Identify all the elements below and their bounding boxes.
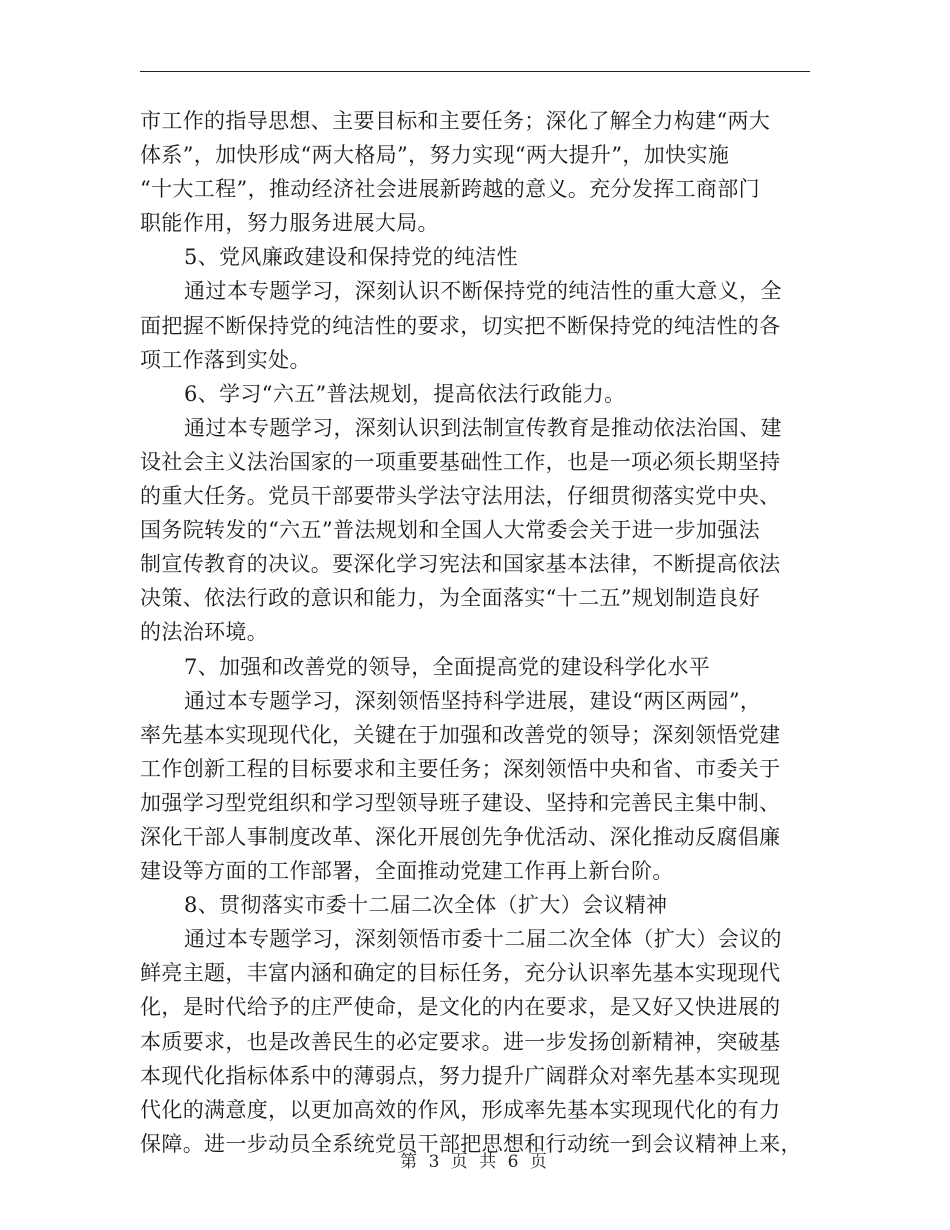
paragraph-first-line: 通过本专题学习，深刻领悟坚持科学进展，建设“两区两园”，: [184, 688, 762, 713]
text-line: 鲜亮主题，丰富内涵和确定的目标任务，充分认识率先基本实现现代: [140, 961, 781, 986]
page-number-footer: 第 3 页 共 6 页: [400, 1152, 550, 1172]
text-line: 的法治环境。: [140, 620, 269, 645]
text-line: 项工作落到实处。: [140, 347, 311, 372]
text-line: 加强学习型党组织和学习型领导班子建设、坚持和完善民主集中制、: [140, 790, 781, 815]
text-line: 的重大任务。党员干部要带头学法守法用法，仔细贯彻落实党中央、: [140, 484, 781, 509]
text-line: 本质要求，也是改善民生的必定要求。进一步发扬创新精神，突破基: [140, 1029, 781, 1054]
text-line: 建设等方面的工作部署，全面推动党建工作再上新台阶。: [140, 859, 674, 884]
text-line: 深化干部人事制度改革、深化开展创先争优活动、深化推动反腐倡廉: [140, 824, 781, 849]
text-line: 职能作用，努力服务进展大局。: [140, 211, 439, 236]
text-line: 率先基本实现现代化，关键在于加强和改善党的领导；深刻领悟党建: [140, 722, 781, 747]
paragraph-first-line: 7、加强和改善党的领导，全面提高党的建设科学化水平: [184, 654, 711, 679]
paragraph-first-line: 5、党风廉政建设和保持党的纯洁性: [184, 245, 518, 270]
text-line: 设社会主义法治国家的一项重要基础性工作，也是一项必须长期坚持: [140, 449, 781, 474]
paragraph-first-line: 6、学习“六五”普法规划，提高依法行政能力。: [184, 381, 626, 406]
text-line: 体系”，加快形成“两大格局”，努力实现“两大提升”，加快实施: [140, 143, 730, 168]
text-line: 代化的满意度，以更加高效的作风，形成率先基本实现现代化的有力: [140, 1097, 781, 1122]
text-line: 保障。进一步动员全系统党员干部把思想和行动统一到会议精神上来，: [140, 1131, 802, 1156]
paragraph-first-line: 通过本专题学习，深刻认识到法制宣传教育是推动依法治国、建: [184, 415, 782, 440]
text-line: 本现代化指标体系中的薄弱点，努力提升广阔群众对率先基本实现现: [140, 1063, 781, 1088]
paragraph-first-line: 通过本专题学习，深刻认识不断保持党的纯洁性的重大意义，全: [184, 279, 782, 304]
paragraph-first-line: 通过本专题学习，深刻领悟市委十二届二次全体（扩大）会议的: [184, 927, 782, 952]
text-line: 国务院转发的“六五”普法规划和全国人大常委会关于进一步加强法: [140, 518, 760, 543]
text-line: 工作创新工程的目标要求和主要任务；深刻领悟中央和省、市委关于: [140, 756, 781, 781]
text-line: “十大工程”，推动经济社会进展新跨越的意义。充分发挥工商部门: [140, 177, 760, 202]
text-line: 决策、依法行政的意识和能力，为全面落实“十二五”规划制造良好: [140, 586, 760, 611]
text-line: 化，是时代给予的庄严使命，是文化的内在要求，是又好又快进展的: [140, 995, 781, 1020]
text-line: 面把握不断保持党的纯洁性的要求，切实把不断保持党的纯洁性的各: [140, 313, 781, 338]
text-line: 市工作的指导思想、主要目标和主要任务；深化了解全力构建“两大: [140, 109, 771, 133]
document-body: [140, 104, 810, 1161]
text-line: 制宣传教育的决议。要深化学习宪法和国家基本法律，不断提高依法: [140, 552, 781, 577]
header-rule: [140, 71, 810, 72]
paragraph-first-line: 8、贯彻落实市委十二届二次全体（扩大）会议精神: [184, 893, 668, 918]
